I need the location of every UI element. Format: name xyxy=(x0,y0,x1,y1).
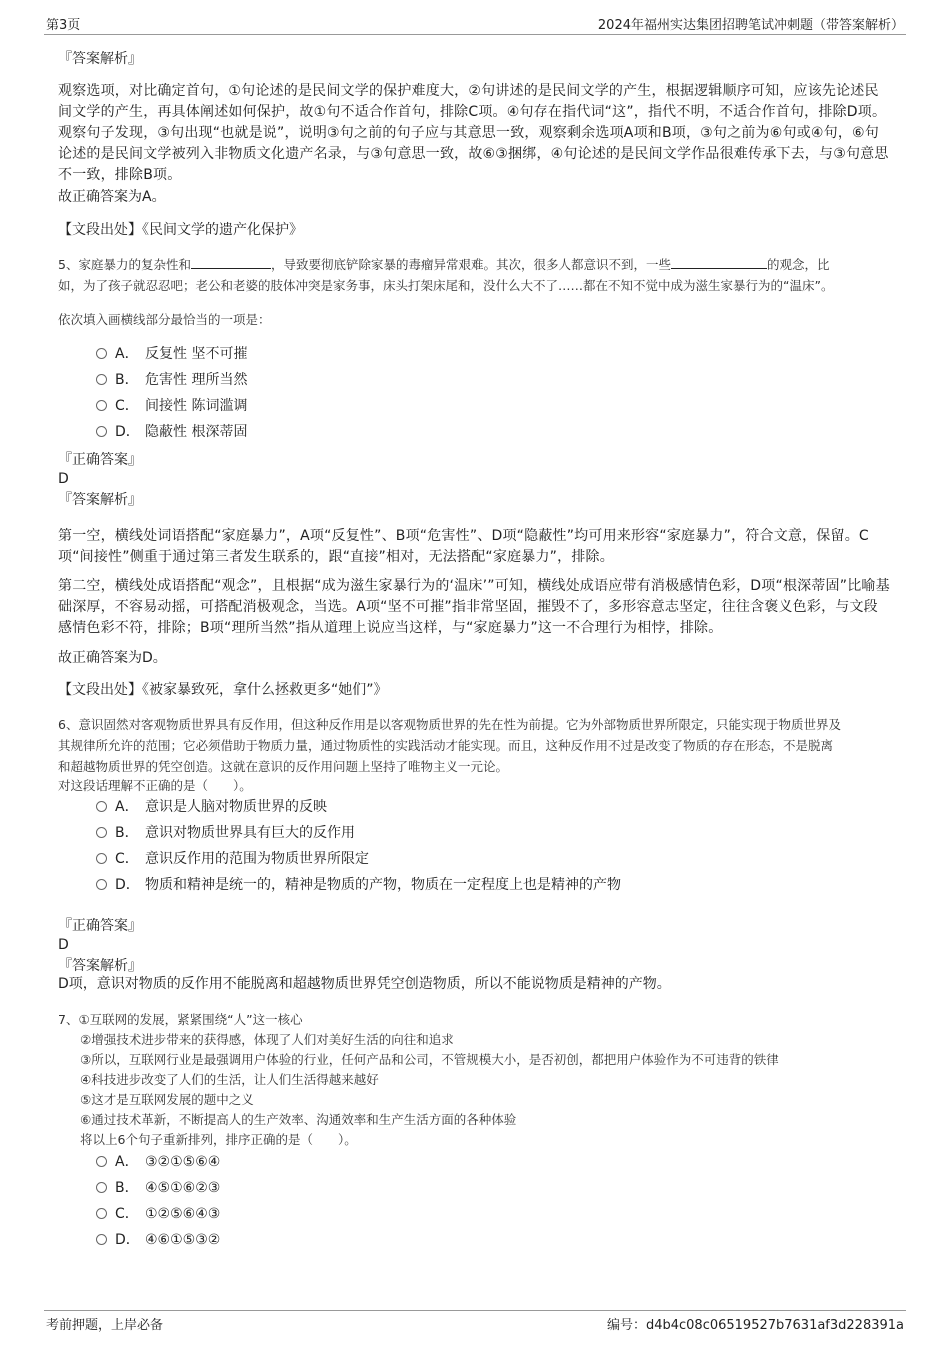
radio-icon[interactable] xyxy=(96,1182,107,1193)
q4-conclusion: 故正确答案为A。 xyxy=(58,189,166,205)
q6-analysis-title: 『答案解析』 xyxy=(58,958,142,974)
q5-analysis-2: 第二空，横线处成语搭配“观念”，且根据“成为滋生家暴行为的‘温床’”可知，横线处成语应带有消极感情色彩，D项“根深蒂固”比喻基础深厚，不容易动摇，可搭配消极观念，当选。A项“坚不可摧”指非常坚固，摧毁不了，多形容意志坚定，往往含褒义色彩，与文段感情色彩不符，排除；B项“理所当然”指从道理上说应当这样，与“家庭暴力”这一不合理行为相悖，排除。 xyxy=(58,578,890,636)
q7-line-5: ⑤这才是互联网发展的题中之义 xyxy=(80,1092,254,1107)
radio-icon[interactable] xyxy=(96,374,107,385)
q6-stem-line1: 6、意识固然对客观物质世界具有反作用，但这种反作用是以客观物质世界的先在性为前提。它为外部物质世界所限定，只能实现于物质世界及 xyxy=(58,717,841,732)
q7-option-b[interactable]: B． ④⑤①⑥②③ xyxy=(96,1178,220,1198)
q6-stem-line3: 和超越物质世界的凭空创造。这就在意识的反作用问题上坚持了唯物主义一元论。 xyxy=(58,759,509,774)
q6-option-c[interactable]: C． 意识反作用的范围为物质世界所限定 xyxy=(96,849,369,869)
q5-option-a[interactable]: A． 反复性 坚不可摧 xyxy=(96,344,247,364)
page-header xyxy=(44,12,906,35)
page-footer xyxy=(44,1310,906,1333)
q5-conclusion: 故正确答案为D。 xyxy=(58,650,167,666)
radio-icon[interactable] xyxy=(96,853,107,864)
q7-line-2: ②增强技术进步带来的获得感，体现了人们对美好生活的向往和追求 xyxy=(80,1032,454,1047)
q4-analysis-text: 观察选项，对比确定首句，①句论述的是民间文学的保护难度大，②句讲述的是民间文学的产生，根据逻辑顺序可知，应该先论述民间文学的产生，再具体阐述如何保护，故①句不适合作首句，排除C项。④句存在指代词“这”，指代不明，不适合作首句，排除D项。观察句子发现，③句出现“也就是说”，说明③句之前的句子应与其意思一致，观察剩余选项A项和B项，③句之前为⑥句或④句，⑥句论述的是民间文学被列入非物质文化遗产名录，与③句意思一致，故⑥③捆绑，④句论述的是民间文学作品很难传承下去，与③句意思不一致，排除B项。 xyxy=(58,83,889,183)
page-number: 第3页 xyxy=(46,18,81,33)
q5-analysis-1: 第一空，横线处词语搭配“家庭暴力”，A项“反复性”、B项“危害性”、D项“隐蔽性”均可用来形容“家庭暴力”，符合文意，保留。C项“间接性”侧重于通过第三者发生联系的，跟“直接”相对，无法搭配“家庭暴力”，排除。 xyxy=(58,528,869,565)
q7-line-3: ③所以，互联网行业是最强调用户体验的行业，任何产品和公司，不管规模大小，是否初创，都把用户体验作为不可违背的铁律 xyxy=(80,1052,779,1067)
q7-option-c[interactable]: C． ①②⑤⑥④③ xyxy=(96,1204,220,1224)
q7-line-1: 7、①互联网的发展，紧紧围绕“人”这一核心 xyxy=(58,1012,303,1027)
q7-line-6: ⑥通过技术革新，不断提高人的生产效率、沟通效率和生产生活方面的各种体验 xyxy=(80,1112,517,1127)
q5-source: 【文段出处】《被家暴致死，拿什么拯救更多“她们”》 xyxy=(58,682,388,698)
q6-correct-title: 『正确答案』 xyxy=(58,918,142,934)
q7-prompt: 将以上6个句子重新排列，排序正确的是（ ）。 xyxy=(80,1132,357,1147)
q5-stem-line2: 如，为了孩子就忍忍吧；老公和老婆的肢体冲突是家务事，床头打架床尾和，没什么大不了……都在不知不觉中成为滋生家暴行为的“温床”。 xyxy=(58,278,834,293)
q5-blank-1 xyxy=(191,256,271,269)
q4-analysis-title: 『答案解析』 xyxy=(58,51,142,67)
document-code: 编号：d4b4c08c06519527b7631af3d228391a xyxy=(606,1318,904,1333)
q6-prompt: 对这段话理解不正确的是（ ）。 xyxy=(58,778,252,793)
q6-stem-line2: 其规律所允许的范围；它必须借助于物质力量，通过物质性的实践活动才能实现。而且，这种反作用不过是改变了物质的存在形态，不是脱离 xyxy=(58,738,834,753)
radio-icon[interactable] xyxy=(96,1156,107,1167)
radio-icon[interactable] xyxy=(96,827,107,838)
q5-option-b[interactable]: B． 危害性 理所当然 xyxy=(96,370,247,390)
radio-icon[interactable] xyxy=(96,879,107,890)
q4-source: 【文段出处】《民间文学的遗产化保护》 xyxy=(58,222,303,238)
radio-icon[interactable] xyxy=(96,1234,107,1245)
radio-icon[interactable] xyxy=(96,801,107,812)
q5-correct-answer: D xyxy=(58,471,69,487)
q6-option-a[interactable]: A． 意识是人脑对物质世界的反映 xyxy=(96,797,327,817)
q5-option-d[interactable]: D． 隐蔽性 根深蒂固 xyxy=(96,422,247,442)
q6-option-b[interactable]: B． 意识对物质世界具有巨大的反作用 xyxy=(96,823,355,843)
q6-option-d[interactable]: D． 物质和精神是统一的，精神是物质的产物，物质在一定程度上也是精神的产物 xyxy=(96,875,621,895)
radio-icon[interactable] xyxy=(96,348,107,359)
q7-option-d[interactable]: D． ④⑥①⑤③② xyxy=(96,1230,220,1250)
q5-prompt: 依次填入画横线部分最恰当的一项是： xyxy=(58,312,271,327)
q5-correct-title: 『正确答案』 xyxy=(58,452,142,468)
document-title: 2024年福州实达集团招聘笔试冲刺题（带答案解析） xyxy=(597,18,904,33)
q6-analysis: D项，意识对物质的反作用不能脱离和超越物质世界凭空创造物质，所以不能说物质是精神的产物。 xyxy=(58,976,671,992)
radio-icon[interactable] xyxy=(96,426,107,437)
q5-stem-line1: 5、家庭暴力的复杂性和 ，导致要彻底铲除家暴的毒瘤异常艰难。其次，很多人都意识不到，一些 的观念，比 xyxy=(58,257,830,272)
q7-line-4: ④科技进步改变了人们的生活，让人们生活得越来越好 xyxy=(80,1072,379,1087)
footer-slogan: 考前押题，上岸必备 xyxy=(46,1318,164,1333)
radio-icon[interactable] xyxy=(96,1208,107,1219)
q6-correct-answer: D xyxy=(58,937,69,953)
radio-icon[interactable] xyxy=(96,400,107,411)
q5-analysis-title: 『答案解析』 xyxy=(58,492,142,508)
q5-option-c[interactable]: C． 间接性 陈词滥调 xyxy=(96,396,247,416)
q5-blank-2 xyxy=(671,256,767,269)
q7-option-a[interactable]: A． ③②①⑤⑥④ xyxy=(96,1152,220,1172)
